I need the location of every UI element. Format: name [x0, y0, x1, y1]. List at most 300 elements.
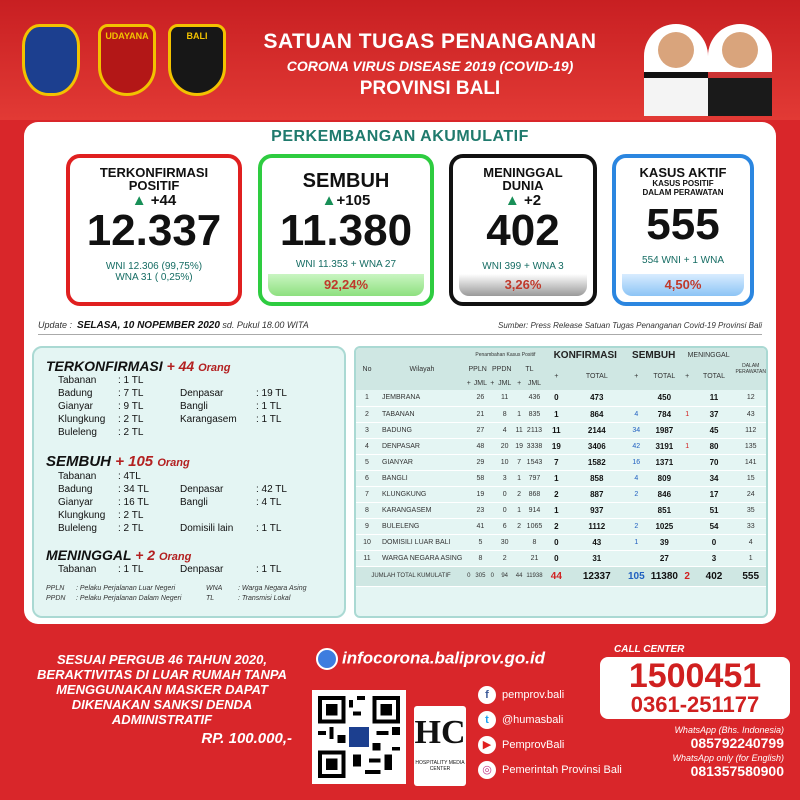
table-cell: 937 [568, 502, 626, 518]
table-cell: 784 [647, 406, 682, 422]
detail-cell: PPDN [46, 595, 66, 602]
table-cell [626, 550, 647, 566]
table-cell: 473 [568, 390, 626, 406]
table-cell: 70 [693, 454, 736, 470]
table-row [356, 470, 766, 486]
detail-cell: Tabanan [58, 375, 97, 386]
table-cell: 858 [568, 470, 626, 486]
detail-cell: Gianyar [58, 401, 94, 412]
card-percent: 4,50% [622, 274, 744, 296]
detail-cell: WNA [206, 585, 223, 592]
social-label: Pemerintah Provinsi Bali [502, 763, 622, 776]
detail-cell: Bangli [180, 401, 208, 412]
table-cell: 8 [524, 534, 545, 550]
detail-cell: Tabanan [58, 471, 97, 482]
detail-cell: : 1 TL [118, 564, 144, 575]
whatsapp-number-1[interactable]: 085792240799 [690, 735, 784, 751]
table-cell: 1371 [647, 454, 682, 470]
table-cell [626, 502, 647, 518]
whatsapp-number-2[interactable]: 081357580900 [690, 763, 784, 779]
col-perawatan: DALAM PERAWATAN [735, 348, 766, 390]
total-cell: 11380 [647, 566, 682, 586]
table-cell: 10 [495, 454, 514, 470]
table-cell: 141 [735, 454, 766, 470]
table-cell: 80 [693, 438, 736, 454]
card-percent: 92,24% [268, 274, 424, 296]
card-label: MENINGGAL DUNIA [483, 165, 563, 193]
detail-cell: TL [206, 595, 215, 602]
table-row [356, 502, 766, 518]
table-cell [514, 550, 524, 566]
table-cell [682, 390, 693, 406]
table-row [356, 406, 766, 422]
death-list [58, 563, 332, 576]
confirmed-list [58, 374, 332, 439]
table-cell: 2 [514, 486, 524, 502]
table-cell: 54 [693, 518, 736, 534]
table-cell: BADUNG [378, 422, 466, 438]
call-number-1[interactable]: 1500451 [628, 657, 762, 695]
detail-cell: : 9 TL [118, 401, 144, 412]
table-row [356, 390, 766, 406]
footer [0, 628, 800, 800]
globe-icon [316, 648, 338, 670]
col-sembuh: SEMBUH [626, 348, 682, 362]
whatsapp-label-1: WhatsApp (Bhs. Indonesia) [674, 725, 784, 735]
table-row [356, 454, 766, 470]
qr-code [312, 690, 406, 784]
up-arrow-icon: ▲ [504, 192, 520, 209]
section-title: PERKEMBANGAN AKUMULATIF [271, 128, 529, 145]
table-cell: 135 [735, 438, 766, 454]
table-cell: 2 [356, 406, 378, 422]
table-cell: 23 [472, 502, 490, 518]
detail-cell: : Pelaku Perjalanan Luar Negeri [76, 585, 176, 592]
table-cell: GIANYAR [378, 454, 466, 470]
card-deaths [449, 154, 597, 306]
detail-cell: : 42 TL [256, 484, 287, 495]
table-cell: 864 [568, 406, 626, 422]
table-total-row [356, 566, 766, 586]
detail-cell: : 1 TL [256, 414, 282, 425]
total-cell: 105 [626, 566, 647, 586]
detail-cell: : Pelaku Perjalanan Dalam Negeri [76, 595, 182, 602]
table-cell [682, 550, 693, 566]
detail-cell [256, 374, 316, 387]
update-info: Update : SELASA, 10 NOPEMBER 2020 sd. Pukul 18.00 WITA [38, 320, 309, 331]
up-arrow-icon: ▲ [131, 192, 147, 209]
table-cell: 3 [356, 422, 378, 438]
recovered-heading: SEMBUH + 105 Orang [46, 453, 190, 470]
call-number-2[interactable]: 0361-251177 [630, 692, 760, 717]
card-percent: 3,26% [459, 274, 587, 296]
table-cell: 45 [693, 422, 736, 438]
card-sub: WNI 11.353 + WNA 27 [295, 259, 397, 270]
card-confirmed [66, 154, 242, 306]
detail-cell [180, 470, 256, 483]
detail-cell: Buleleng [58, 427, 97, 438]
detail-cell: : 7 TL [118, 388, 144, 399]
card-label: KASUS AKTIF [639, 165, 727, 180]
fine-amount: RP. 100.000,- [201, 730, 292, 747]
table-cell: 6 [495, 518, 514, 534]
table-cell: 851 [647, 502, 682, 518]
col-tl: TL [514, 362, 545, 376]
table-row [356, 438, 766, 454]
total-cell: JUMLAH TOTAL KUMULATIF [356, 566, 466, 586]
death-heading: MENINGGAL + 2 Orang [46, 547, 192, 563]
table-cell [626, 390, 647, 406]
detail-cell: : 4TL [118, 471, 141, 482]
table-cell: 112 [735, 422, 766, 438]
table-cell: 846 [647, 486, 682, 502]
table-cell [682, 486, 693, 502]
table-cell: 2113 [524, 422, 545, 438]
table-cell: 1543 [524, 454, 545, 470]
detail-cell: Buleleng [58, 523, 97, 534]
table-cell [682, 518, 693, 534]
detail-cell: PPLN [46, 585, 65, 592]
table-cell: 450 [647, 390, 682, 406]
table-cell: 48 [472, 438, 490, 454]
table-cell: 11 [356, 550, 378, 566]
officials-photo [632, 12, 782, 116]
detail-cell: Karangasem [180, 414, 237, 425]
facebook-icon: f [478, 686, 496, 704]
table-cell: 0 [545, 390, 568, 406]
table-cell: 21 [472, 406, 490, 422]
table-cell: 1 [545, 406, 568, 422]
recovered-list [58, 470, 332, 535]
table-cell: 4 [356, 438, 378, 454]
detail-cell: Denpasar [180, 484, 224, 495]
mask-warning: SESUAI PERGUB 46 TAHUN 2020, BERAKTIVITAS DI LUAR RUMAH TANPA MENGGUNAKAN MASKER DAPAT DIKENAKAN SANKSI DENDA ADMINISTRATIF RP. 100.000,- [32, 652, 292, 746]
title-line-1: SATUAN TUGAS PENANGANAN [263, 30, 597, 53]
card-sub: WNI 399 + WNA 3 [482, 261, 564, 272]
table-cell: 11 [693, 390, 736, 406]
table-cell: 4 [626, 406, 647, 422]
detail-cell [256, 470, 316, 483]
table-cell: 1 [545, 470, 568, 486]
total-cell: 12337 [568, 566, 626, 586]
website-link[interactable]: infocorona.baliprov.go.id [316, 648, 545, 670]
table-cell [682, 454, 693, 470]
table-cell: 9 [356, 518, 378, 534]
table-row [356, 422, 766, 438]
table-cell [514, 390, 524, 406]
bali-police-logo: BALI [168, 24, 226, 96]
table-cell [514, 534, 524, 550]
detail-cell: Klungkung [58, 414, 106, 425]
card-label-sub: KASUS POSITIF DALAM PERAWATAN [642, 179, 724, 197]
twitter-icon: t [478, 711, 496, 729]
table-cell: 7 [514, 454, 524, 470]
table-row [356, 518, 766, 534]
table-cell: 39 [647, 534, 682, 550]
social-label: PemprovBali [502, 738, 565, 751]
table-cell: 5 [356, 454, 378, 470]
table-cell: KLUNGKUNG [378, 486, 466, 502]
table-cell: 7 [356, 486, 378, 502]
detail-cell: Gianyar [58, 497, 94, 508]
table-cell: 58 [472, 470, 490, 486]
table-cell: 42 [626, 438, 647, 454]
total-cell: 0 [466, 566, 472, 586]
detail-cell: : 1 TL [256, 401, 282, 412]
table-cell: 27 [472, 422, 490, 438]
table-cell: 34 [693, 470, 736, 486]
card-delta: ▲ +44 [131, 192, 177, 209]
col-no: No [356, 348, 378, 390]
col-konfirmasi: KONFIRMASI [545, 348, 626, 362]
table-cell: 43 [735, 406, 766, 422]
table-cell: 8 [356, 502, 378, 518]
table-cell: 1 [356, 390, 378, 406]
table-cell: 43 [568, 534, 626, 550]
instagram-icon: ◎ [478, 761, 496, 779]
detail-cell: Tabanan [58, 564, 97, 575]
detail-cell: Denpasar [180, 388, 224, 399]
col-meninggal: MENINGGAL [682, 348, 736, 362]
table-cell: 1 [545, 502, 568, 518]
detail-cell [256, 509, 316, 522]
table-cell: 1 [682, 406, 693, 422]
table-cell: 17 [693, 486, 736, 502]
table-cell: 809 [647, 470, 682, 486]
card-label: SEMBUH [302, 170, 390, 192]
card-label: TERKONFIRMASI POSITIF [99, 165, 209, 193]
detail-cell: : Warga Negara Asing [238, 585, 307, 592]
table-cell: 37 [693, 406, 736, 422]
table-cell [682, 422, 693, 438]
header-banner [0, 0, 800, 120]
table-cell: 6 [356, 470, 378, 486]
table-cell: 11 [514, 422, 524, 438]
up-arrow-icon: ▲ [321, 192, 337, 209]
table-cell: 1 [626, 534, 647, 550]
card-value: 402 [486, 206, 560, 255]
table-cell: 16 [626, 454, 647, 470]
social-label: pemprov.bali [502, 688, 565, 701]
total-cell: 44 [514, 566, 524, 586]
table-cell: 11 [545, 422, 568, 438]
table-cell: 29 [472, 454, 490, 470]
detail-cell: Denpasar [180, 564, 224, 575]
card-sub: WNA 31 ( 0,25%) [115, 272, 193, 283]
table-row [356, 534, 766, 550]
table-cell: 2 [514, 518, 524, 534]
table-cell: 10 [356, 534, 378, 550]
total-cell: 11938 [524, 566, 545, 586]
table-cell: 1987 [647, 422, 682, 438]
detail-cell [256, 426, 316, 439]
table-cell: 11 [495, 390, 514, 406]
detail-cell [180, 426, 256, 439]
table-cell: 2 [495, 550, 514, 566]
table-cell: 8 [495, 406, 514, 422]
table-cell: 4 [735, 534, 766, 550]
table-cell [682, 534, 693, 550]
divider [38, 334, 762, 335]
col-wilayah: Wilayah [378, 348, 466, 390]
source-note: Sumber: Press Release Satuan Tugas Penanganan Covid-19 Provinsi Bali [498, 321, 762, 330]
table-cell: 3 [495, 470, 514, 486]
table-cell: 2144 [568, 422, 626, 438]
header-title [230, 30, 630, 100]
table-cell: 914 [524, 502, 545, 518]
table-cell: 835 [524, 406, 545, 422]
total-cell: 44 [545, 566, 568, 586]
table-cell: 12 [735, 390, 766, 406]
table-cell: 30 [495, 534, 514, 550]
detail-cell: : 16 TL [118, 497, 149, 508]
table-cell: 1582 [568, 454, 626, 470]
detail-cell: Klungkung [58, 510, 106, 521]
total-cell: 0 [489, 566, 495, 586]
table-cell: 31 [568, 550, 626, 566]
table-cell: 20 [495, 438, 514, 454]
table-cell: 15 [735, 470, 766, 486]
total-cell: 94 [495, 566, 514, 586]
youtube-icon: ▶ [478, 736, 496, 754]
table-cell: WARGA NEGARA ASING [378, 550, 466, 566]
total-cell: 2 [682, 566, 693, 586]
table-cell: 51 [693, 502, 736, 518]
table-cell: 4 [626, 470, 647, 486]
total-cell: 402 [693, 566, 736, 586]
detail-cell: : 34 TL [118, 484, 149, 495]
table-cell: 3191 [647, 438, 682, 454]
table-cell: 34 [626, 422, 647, 438]
table-cell: 2 [545, 486, 568, 502]
card-recovered [258, 154, 434, 306]
detail-cell: : 2 TL [118, 523, 144, 534]
table-cell: 797 [524, 470, 545, 486]
region-table-box [354, 346, 768, 618]
confirmed-heading: TERKONFIRMASI + 44 Orang [46, 358, 231, 374]
detail-cell: Badung [58, 484, 93, 495]
social-label: @humasbali [502, 713, 564, 726]
detail-cell: : 2 TL [118, 510, 144, 521]
card-delta: ▲+105 [321, 192, 371, 209]
detail-cell: Badung [58, 388, 93, 399]
table-cell: 41 [472, 518, 490, 534]
table-cell: 1 [735, 550, 766, 566]
table-cell: 1025 [647, 518, 682, 534]
table-cell: 8 [472, 550, 490, 566]
table-cell [682, 502, 693, 518]
table-cell: 26 [472, 390, 490, 406]
card-value: 555 [646, 200, 720, 249]
title-line-2: CORONA VIRUS DISEASE 2019 (COVID-19) [286, 58, 574, 74]
total-cell: 555 [735, 566, 766, 586]
col-ppdn: PPDN [489, 362, 514, 376]
table-cell: 27 [647, 550, 682, 566]
detail-box [32, 346, 346, 618]
hmc-logo: HC HOSPITALITY MEDIA CENTER [414, 706, 466, 786]
detail-cell: : 1 TL [256, 564, 282, 575]
table-cell: 1 [682, 438, 693, 454]
detail-cell: : Transmisi Lokal [238, 595, 291, 602]
table-cell: 24 [735, 486, 766, 502]
card-delta: ▲ +2 [504, 192, 542, 209]
col-ppln: PPLN [466, 362, 489, 376]
table-cell: 33 [735, 518, 766, 534]
card-sub: 554 WNI + 1 WNA [642, 255, 724, 266]
table-cell: 0 [545, 534, 568, 550]
table-cell [682, 470, 693, 486]
table-cell: TABANAN [378, 406, 466, 422]
detail-cell: Bangli [180, 497, 208, 508]
call-center [600, 644, 790, 779]
detail-cell: : 1 TL [256, 523, 282, 534]
table-cell: 1 [514, 470, 524, 486]
table-cell: 3 [693, 550, 736, 566]
table-cell: 868 [524, 486, 545, 502]
table-cell: BANGLI [378, 470, 466, 486]
table-cell: 2 [626, 518, 647, 534]
table-cell: 1 [514, 502, 524, 518]
table-cell: 0 [545, 550, 568, 566]
table-cell: 19 [545, 438, 568, 454]
table-cell: 1 [514, 406, 524, 422]
table-cell: 0 [495, 502, 514, 518]
table-cell: 21 [524, 550, 545, 566]
table-cell: 0 [693, 534, 736, 550]
table-row [356, 550, 766, 566]
table-cell: DENPASAR [378, 438, 466, 454]
table-cell: BULELENG [378, 518, 466, 534]
table-cell: 4 [495, 422, 514, 438]
title-line-3: PROVINSI BALI [359, 78, 501, 99]
table-cell: 3406 [568, 438, 626, 454]
detail-cell [180, 509, 256, 522]
card-active [612, 154, 754, 306]
table-cell: 1112 [568, 518, 626, 534]
detail-cell: : 4 TL [256, 497, 282, 508]
total-cell: 305 [472, 566, 490, 586]
col-penambahan: Penambahan Kasus Positif [466, 348, 545, 362]
detail-cell: Domisili lain [180, 523, 234, 534]
table-cell: 7 [545, 454, 568, 470]
detail-cell: : 1 TL [118, 375, 144, 386]
detail-cell: : 2 TL [118, 427, 144, 438]
call-center-label: CALL CENTER [614, 644, 685, 655]
table-cell: 5 [472, 534, 490, 550]
table-cell: JEMBRANA [378, 390, 466, 406]
detail-cell: : 19 TL [256, 388, 287, 399]
main-panel [24, 122, 776, 624]
table-cell: 19 [472, 486, 490, 502]
table-cell: 3338 [524, 438, 545, 454]
udayana-logo: UDAYANA [98, 24, 156, 96]
region-table: No Wilayah Penambahan Kasus Positif KONFIRMASI SEMBUH MENINGGAL DALAM PERAWATAN PPLN PPDN TL + TOTAL + TOTAL + TOTAL + JML + JML + JML 1 JEMBRANA 26 11 436 0 473 450 11 12 2 TABANAN 21 8 1 835 1 864 4 784 1 37 43 3 BADUNG 27 4 11 2113 11 2144 34 1987 45 112 4 DENPASAR 48 20 19 3338 19 3406 42 3191 1 80 135 5 GIANYAR 29 10 7 1543 7 1582 16 1371 70 141 6 BANGLI 58 3 1 797 1 858 4 809 34 15 7 KLUNGKUNG 19 0 2 868 2 887 2 846 17 24 8 KARANGASEM 23 0 1 914 1 937 851 51 35 9 BULELENG 41 6 2 1065 2 1112 2 1025 54 33 10 DOMISILI LUAR BALI 5 30 8 0 43 1 39 0 4 11 WARGA NEGARA ASING 8 2 21 0 31 27 3 1 JUMLAH TOTAL KUMULATIF 0 305 0 94 44 11938 44 12337 105 11380 2 402 555 [356, 348, 766, 587]
card-value: 12.337 [86, 206, 222, 255]
detail-cell: : 2 TL [118, 414, 144, 425]
table-cell: 0 [495, 486, 514, 502]
table-cell: 887 [568, 486, 626, 502]
table-cell: 2 [545, 518, 568, 534]
table-row [356, 486, 766, 502]
table-cell: 19 [514, 438, 524, 454]
abbreviation-legend [46, 584, 332, 604]
whatsapp-label-2: WhatsApp only (for English) [672, 753, 784, 763]
detail-cell [180, 374, 256, 387]
card-value: 11.380 [279, 206, 413, 255]
bali-province-logo [22, 24, 80, 96]
card-sub: WNI 12.306 (99,75%) [105, 261, 203, 272]
table-cell: 2 [626, 486, 647, 502]
